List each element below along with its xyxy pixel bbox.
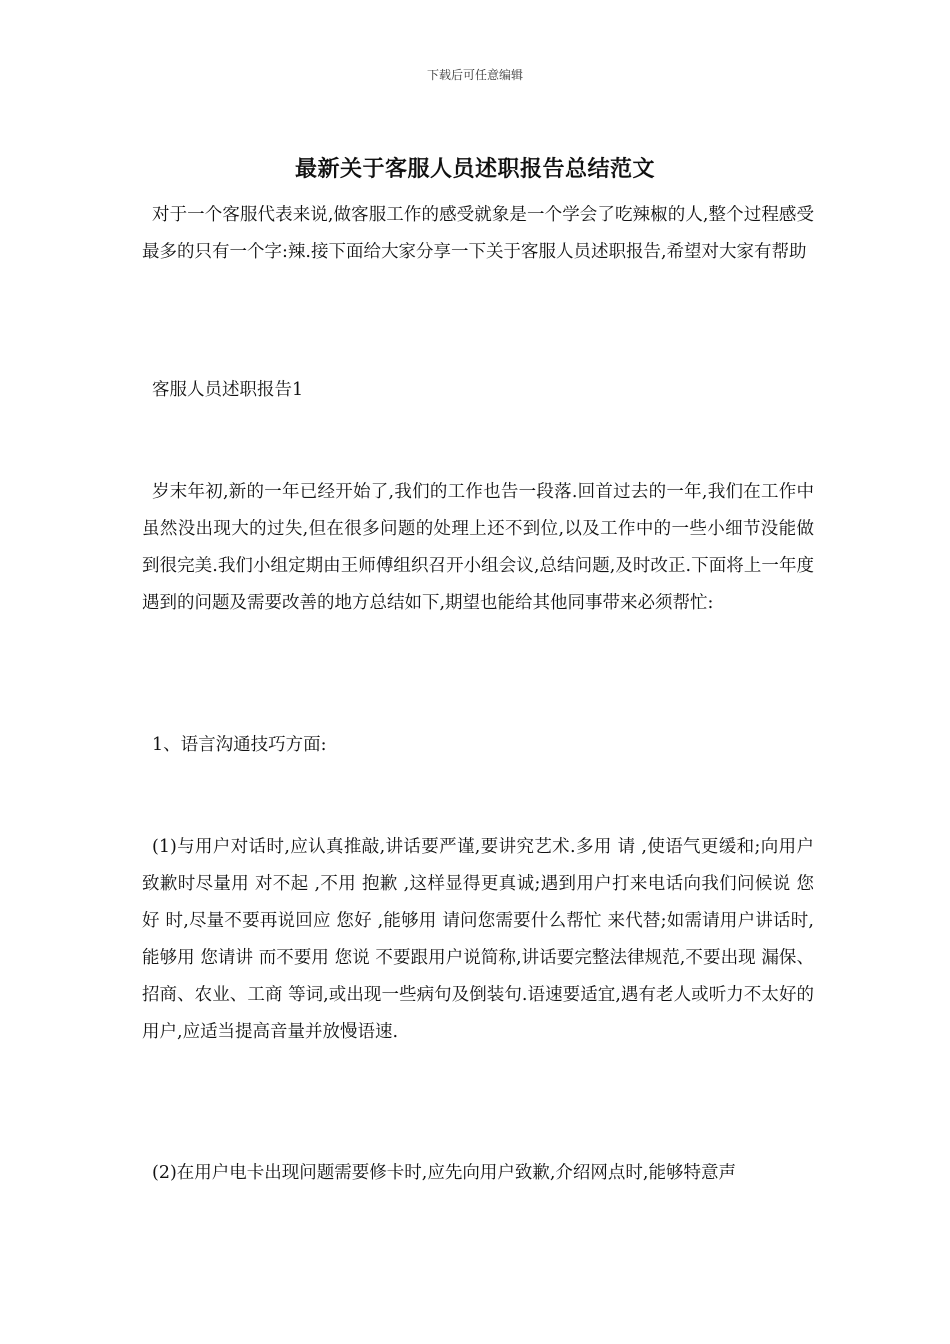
body-paragraph-2: (1)与用户对话时,应认真推敲,讲话要严谨,要讲究艺术.多用 请 ,使语气更缓和;向用户致歉时尽量用 对不起 ,不用 抱歉 ,这样显得更真诚;遇到用户打来电话向我们问候说 您好 时,尽量不要再说回应 您好 ,能够用 请问您需要什么帮忙 来代替;如需请用户讲话时,能够用 您请讲 而不要用 您说 不要跟用户说简称,讲话要完整法律规范,不要出现 漏保、招商、农业、工商 等词,或出现一些病句及倒装句.语速要适宜,遇有老人或听力不太好的用户,应适当提高音量并放慢语速. [142, 837, 814, 1042]
body-paragraph-3: (2)在用户电卡出现问题需要修卡时,应先向用户致歉,介绍网点时,能够特意声 [152, 1163, 736, 1183]
intro-paragraph: 对于一个客服代表来说,做客服工作的感受就象是一个学会了吃辣椒的人,整个过程感受最多的只有一个字:辣.接下面给大家分享一下关于客服人员述职报告,希望对大家有帮助 [142, 205, 814, 262]
header-note: 下载后可任意编辑 [426, 68, 523, 82]
body-paragraph-1: 岁末年初,新的一年已经开始了,我们的工作也告一段落.回首过去的一年,我们在工作中虽然没出现大的过失,但在很多问题的处理上还不到位,以及工作中的一些小细节没能做到很完美.我们小组定期由王师傅组织召开小组会议,总结问题,及时改正.下面将上一年度遇到的问题及需要改善的地方总结如下,期望也能给其他同事带来必须帮忙: [142, 482, 814, 613]
document-title: 最新关于客服人员述职报告总结范文 [294, 156, 655, 182]
list-heading: 1、语言沟通技巧方面: [152, 735, 327, 755]
section-heading: 客服人员述职报告1 [152, 380, 304, 400]
